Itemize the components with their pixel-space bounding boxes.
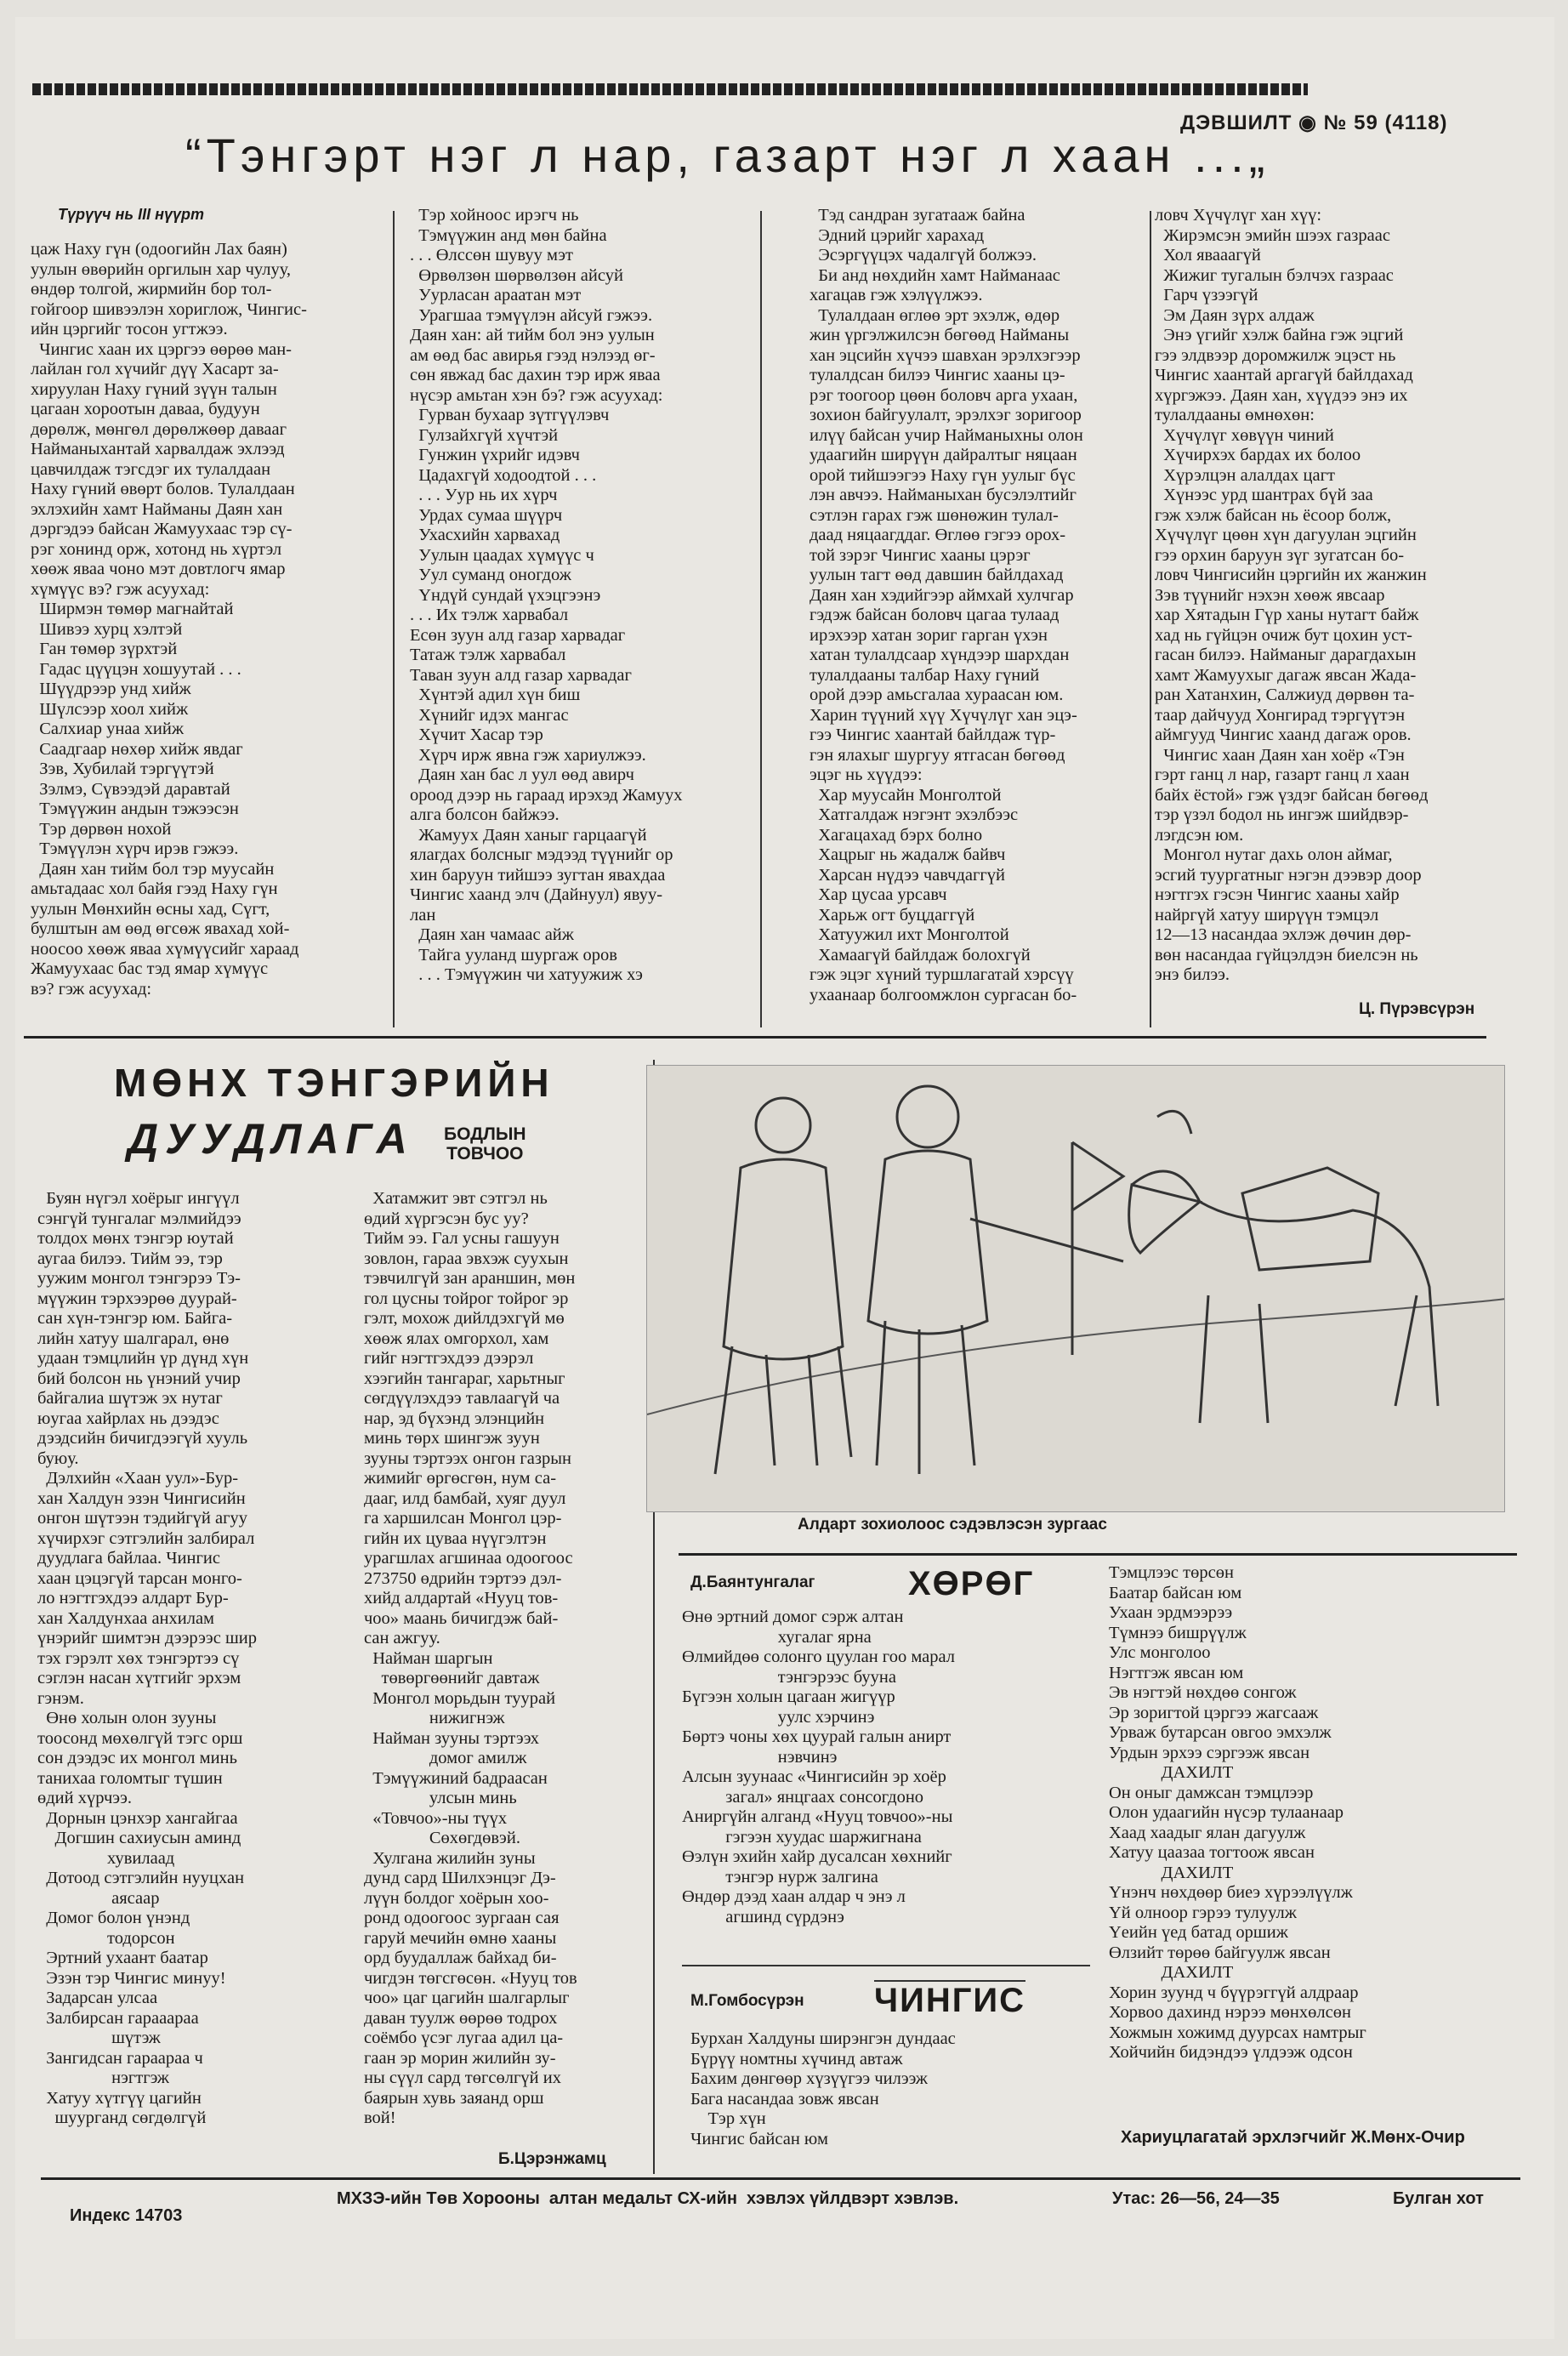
essay-title: МӨНХ ТЭНГЭРИЙН bbox=[114, 1061, 554, 1105]
footer-index: Индекс 14703 bbox=[70, 2206, 183, 2225]
continued-note: Түрүүч нь III нүүрт bbox=[58, 206, 204, 223]
poem2-title: ЧИНГИС bbox=[874, 1982, 1026, 2019]
illustration-caption: Алдарт зохиолоос сэдэвлэсэн зургаас bbox=[798, 1516, 1107, 1534]
footer-phone: Утас: 26—56, 24—35 bbox=[1112, 2189, 1280, 2208]
article-author: Ц. Пүрэвсүрэн bbox=[1359, 1000, 1475, 1018]
poem1-text: Өнө эртний домог сэрж алтан хугалаг ярна Өлмийдөө солонго цуулан гоо марал тэнгэрээс бууна Бүгээн холын цагаан жигүүр уулс хэрчинэ Бөртэ чоны хөх цуурай галын анирт нэвчинэ Алсын зуунаас «Чингисийн эр хоёр загал» янцгаах сонсогдоно Аниргүйн алганд «Нууц товчоо»-ны гэгээн хуудас шаржигнана Өэлүн эхийн хайр дусалсан хөхнийг тэнгэр нурж залгина Өндөр дээд хаан алдар ч энэ л агшинд сүрдэнэ bbox=[682, 1608, 956, 1926]
illustration bbox=[646, 1065, 1505, 1512]
poem2-text: Бурхан Халдуны ширэнгэн дундаас Бүрүү номтны хүчинд автаж Бахим дөнгөөр хүзүүгээ чилээж Бага насандаа зовж явсан Тэр хүн Чингис байсан юм bbox=[690, 2029, 956, 2148]
poem-divider bbox=[682, 1965, 1090, 1966]
paper-name: ДЭВШИЛТ bbox=[1180, 111, 1292, 134]
column-rule bbox=[1150, 211, 1151, 1027]
issue-number: № 59 (4118) bbox=[1323, 111, 1448, 134]
poem1-author: Д.Баянтунгалаг bbox=[690, 1574, 815, 1591]
footer-rule bbox=[41, 2177, 1520, 2180]
essay-subtitle: ДУУДЛАГА bbox=[128, 1115, 414, 1163]
footer-press: МХЗЭ-ийн Төв Хорооны алтан медальт СХ-ийн хэвлэх үйлдвэрт хэвлэв. bbox=[337, 2189, 959, 2208]
section-divider bbox=[24, 1036, 1486, 1039]
footer-city: Булган хот bbox=[1393, 2189, 1484, 2208]
essay-kicker: БОДЛЫН ТОВЧОО bbox=[444, 1124, 526, 1164]
poem-continuation: Тэмцлээс төрсөн Баатар байсан юм Ухаан эрдмээрээ Түмнээ бишрүүлж Улс монголоо Нэгтгэж явсан юм Эв нэгтэй нөхдөө сонгож Эр зоригтой цэргээ жагсааж Урваж бутарсан овгоо эмхэлж Урдын эрхээ сэргээж явсан ДАХИЛТ Он оныг дамжсан тэмцлээр Олон удаагийн нүсэр тулаанаар Хаад хаадыг ялан дагуулж Хатуу цаазаа тогтоож явсан ДАХИЛТ Үнэнч нөхдөөр биеэ хүрээлүүлж Үй олноор гэрээ тулуулж Үеийн үед батад оршиж Өлзийт төрөө байгуулж явсан ДАХИЛТ Хорин зуунд ч бүүрэггүй алдраар Хорвоо дахинд нэрээ мөнхөлсөн Хожмын хожимд дуурсах намтрыг Хойчийн бидэндээ үлдээж одсон bbox=[1109, 1563, 1366, 2062]
top-border-rule bbox=[32, 83, 1308, 95]
newspaper-page bbox=[15, 17, 1554, 2339]
article-column-1: цаж Наху гүн (одоогийн Лах баян) уулын өвөрийн оргилын хар чулуу, өндөр толгой, жирмийн бор тол- гойгоор шивээлэн хориглож, Чингис- ийн цэргийг тосон угтжээ. Чингис хаан их цэргээ өөрөө ман- лайлан гол хүчийг дүү Хасарт за- хируулан Наху гүний зүүн талын цагаан хороотын даваа, будуун дөрөлж, мөнгөл дөрөлжөөр давааг Найманыхантай харвалдаж эхлээд цавчилдаж тэгсдэг их тулалдаан Наху гүний өвөрт болов. Тулалдаан эхлэхийн хамт Найманы Даян хан дэргэдээ байсан Жамуухаас тэр сү- рэг хонинд орж, хотонд нь хүртэл хөөж яваа чоно мэт довтлогч ямар хүмүүс вэ? гэж асуухад: Ширмэн төмөр магнайтай Шивээ хурц хэлтэй Ган төмөр зүрхтэй Гадас цүүцэн хошуутай . . . Шүүдрээр унд хийж Шүлсээр хоол хийж Салхиар унаа хийж Саадгаар нөхөр хийж явдаг Зэв, Хубилай тэргүүтэй Зэлмэ, Сүвээдэй даравтай Тэмүүжин андын тэжээсэн Тэр дөрвөн нохой Тэмүүлэн хүрч ирэв гэжээ. Даян хан тийм бол тэр муусайн амьтадаас хол байя гээд Наху гүн уулын Мөнхийн өсны хад, Сүгт, булштын ам өөд өгсөж явахад хой- ноосоо хөөж яваа хүмүүсийг хараад Жамуухаас бас тэд ямар хүмүүс вэ? гэж асуухад: bbox=[31, 240, 307, 999]
essay-author: Б.Цэрэнжамц bbox=[498, 2150, 606, 2168]
editor-credit: Хариуцлагатай эрхлэгчийг Ж.Мөнх-Очир bbox=[1121, 2128, 1465, 2147]
logo-icon: ◉ bbox=[1298, 111, 1317, 134]
section-divider bbox=[679, 1553, 1517, 1556]
headline: “Тэнгэрт нэг л нар, газарт нэг л хаан ...„ bbox=[185, 128, 1270, 182]
article-column-3: Тэд сандран зугатааж байна Эдний цэрийг харахад Эсэргүүцэх чадалгүй болжээ. Би анд нөхдийн хамт Найманаас хагацав гэж хэлүүлжээ. Тулалдаан өглөө эрт эхэлж, өдөр жин үргэлжилсэн бөгөөд Найманы хан эцсийн хүчээ шавхан эрэлхэгээр тулалдсан билээ Чингис хааны цэ- рэг тоогоор цөөн боловч арга ухаан, зохион байгуулалт, эрэлхэг зоригоор илүү байсан учир Найманыхны олон удаагийн ширүүн дайралтыг няцаан орой тийшээгээ Наху гүн уулыг бүс лэн авчээ. Найманыхан бусэлэлтийг сэтлэн гарах гэж шөнөжин тулал- даад няцаагддаг. Өглөө гэгээ орох- той зэрэг Чингис хааны цэрэг уулын тагт өөд давшин байлдахад Даян хан хэдийгээр аймхай хулчгар гэдэж байсан боловч цагаа тулаад ирэхээр хатан зориг гарган үхэн хатан тулалдсаар хүндээр шархдан тулалдааны талбар Наху гүний орой дээр амьсгалаа хураасан юм. Харин түүний хүү Хүчүлүг хан эцэ- гээ Чингис хаантай байлдаж түр- гэн ялахыг шургуу ятгасан бөгөөд эцэг нь хүүдээ: Хар муусайн Монголтой Хатгалдаж нэгэнт эхэлбээс Хагацахад бэрх болно Хацрыг нь жадалж байвч Харсан нүдээ чавчдаггүй Хар цусаа урсавч Харьж огт буцдаггүй Хатуужил ихт Монголтой Хамаагүй байлдаж болохгүй гэж эцэг хүний туршлагатай хэрсүү ухаанаар болгоомжлон сургасан бо- bbox=[810, 206, 1083, 1004]
poem2-author: М.Гомбосүрэн bbox=[690, 1992, 804, 2010]
essay-column-2: Хатамжит эвт сэтгэл нь өдий хүргэсэн бус уу? Тийм ээ. Гал усны гашуун зовлон, гараа эвхэж суухын тэвчилгүй зан араншин, мөн гол цусны тойрог тойрог эр гэлт, мохож дийлдэхгүй мө хөөж ялах омгорхол, хам гийг нэгтгэхдээ дээрэл хээгийн тангараг, харьтныг сөгдүүлэхдээ тавлаагүй ча нар, эд бүхэнд элэнцийн минь төрх шингэж зуун зууны тэртээх онгон газрын жимийг өргөсгөн, нум са- дааг, илд бамбай, хуяг дуул га харшилсан Монгол цэр- гийн их цуваа нүүгэлтэн урагшлах агшинаа одоогоос 273750 өдрийн тэртээ дэл- хийд алдартай «Нууц тов- чоо» маань бичигдэж бай- сан ажгуу. Найман шаргын төвөргөөнийг давтаж Монгол морьдын туурай нижигнэж Найман зууны тэртээх домог амилж Тэмүүжиний бадраасан улсын минь «Товчоо»-ны түүх Сөхөгдөвэй. Хулгана жилийн зуны дунд сард Шилхэнцэг Дэ- лүүн болдог хоёрын хоо- ронд одоогоос зургаан сая гаруй мечийн өмнө хааны орд буудаллаж байхад би- чигдэн төгсгөсөн. «Нууц тов чоо» цаг цагийн шалгарлыг даван туулж өөрөө тодрох соёмбо үсэг лугаа адил ца- гаан эр морин жилийн зу- ны сүүл сард төгсөлгүй их баярын хувь заяанд орш вой! bbox=[364, 1189, 577, 2127]
article-column-2: Тэр хойноос ирэгч нь Тэмүүжин анд мөн байна . . . Өлссөн шувуу мэт Өрвөлзөн шөрвөлзөн айсуй Уурласан араатан мэт Урагшаа тэмүүлэн айсуй гэжээ. Даян хан: ай тийм бол энэ уулын ам өөд бас авирья гээд нэлээд өг- сөн явжад бас дахин тэр ирж яваа нүсэр амьтан хэн бэ? гэж асуухад: Гурван бухаар зүтгүүлэвч Гулзайхгүй хүчтэй Гунжин үхрийг идэвч Цадахгүй ходоодтой . . . . . . Уур нь их хүрч Урдах сумаа шүүрч Ухасхийн харвахад Уулын цаадах хүмүүс ч Уул суманд оногдож Үндүй сундай үхэцгээнэ . . . Их тэлж харвабал Есөн зуун алд газар харвадаг Татаж тэлж харвабал Таван зуун алд газар харвадаг Хүнтэй адил хүн биш Хүнийг идэх мангас Хүчит Хасар тэр Хүрч ирж явна гэж хариулжээ. Даян хан бас л уул өөд авирч ороод дээр нь гараад ирэхэд Жамуух алга болсон байжээ. Жамуух Даян ханыг гарцаагүй ялагдах болсныг мэдээд түүнийг ор хин баруун тийшээ зугтан явахдаа Чингис хаанд элч (Дайнуул) явуу- лан Даян хан чамаас айж Тайга ууланд шургаж оров . . . Тэмүүжин чи хатуужиж хэ bbox=[410, 206, 683, 984]
poem1-title: ХӨРӨГ bbox=[908, 1565, 1035, 1602]
column-rule bbox=[393, 211, 395, 1027]
horse-and-men-drawing bbox=[647, 1066, 1504, 1511]
article-column-4: ловч Хүчүлүг хан хүү: Жирэмсэн эмийн шээх газраас Хол явааагүй Жижиг тугалын бэлчэх газраас Гарч үзээгүй Эм Даян зүрх алдаж Энэ үгийг хэлж байна гэж эцгий гээ элдвээр доромжилж эцэст нь Чингис хаантай аргагүй байлдахад хүргэжээ. Даян хан, хүүдээ энэ их тулалдааны өмнөхөн: Хүчүлүг хөвүүн чиний Хүчирхэх бардах их болоо Хүрэлцэн алалдах цагт Хүнээс урд шантрах бүй заа гэж хэлж байсан нь ёсоор болж, Хүчүлүг цөөн хүн дагуулан эцгийн гээ орхин баруун зүг зугатсан бо- ловч Чингисийн цэргийн их жанжин Зэв түүнийг нэхэн хөөж явсаар хар Хятадын Гүр ханы нутагт байж хад нь гүйцэн очиж бут цохин уст- гасан билээ. Найманыг дарагдахын хамт Жамуухыг дагаж явсан Жада- ран Хатанхин, Салжиуд дөрвөн та- таар дайчууд Хонгирад тэргүүтэн аймгууд Чингис хаанд дагаж оров. Чингис хаан Даян хан хоёр «Тэн гэрт ганц л нар, газарт ганц л хаан байх ёстой» гэж үздэг байсан бөгөөд тэр үзэл бодол нь ингэж шийдвэр- лэгдсэн юм. Монгол нутаг дахь олон аймаг, эсгий туургатныг нэгэн дээвэр доор нэгтгэх гэсэн Чингис хааны хайр найргүй хатуу ширүүн тэмцэл 12—13 насандаа эхлэж дөчин дөр- вөн насандаа гүйцэлдэн биелсэн нь энэ билээ. bbox=[1155, 206, 1429, 984]
essay-column-1: Буян нүгэл хоёрыг ингүүл сэнгүй тунгалаг мэлмийдээ толдох мөнх тэнгэр юутай аугаа билээ. Тийм ээ, тэр уужим монгол тэнгэрээ Тэ- мүүжин тэрхээрөө дуурай- сан хүн-тэнгэр юм. Байга- лийн хатуу шалгарал, өнө удаан тэмцлийн үр дүнд хүн бий болсон нь үнэний учир байгалиа шүтэж эх нутаг юугаа хайрлах нь дээдэс дээдсийн бичигдээгүй хууль буюу. Дэлхийн «Хаан уул»-Бур- хан Халдун эзэн Чингисийн онгон шүтээн тэдийгүй агуу хүчирхэг сэтгэлийн залбирал дуудлага байлаа. Чингис хаан цэцэгүй тарсан монго- ло нэгтгэхдээ алдарт Бур- хан Халдунхаа анхилам үнэрийг шимтэн дээрээс шир тэх гэрэлт хөх тэнгэртээ сү сэглэн насан хүтгийг эрхэм гэнэм. Өнө холын олон зууны тоосонд мөхөлгүй тэгс орш сон дээдэс их монгол минь танихаа голомтыг түшин өдий хүрчээ. Дорнын цэнхэр хангайгаа Догшин сахиусын аминд хувилаад Дотоод сэтгэлийн нууцхан аясаар Домог болон үнэнд тодорсон Эртний ухаант баатар Эзэн тэр Чингис минуу! Задарсан улсаа Залбирсан гарааараа шүтэж Зангидсан гараараа ч нэгтгэж Хатуу хүтгүү цагийн шуурганд сөгдөлгүй bbox=[37, 1189, 257, 2127]
column-rule bbox=[760, 211, 762, 1027]
